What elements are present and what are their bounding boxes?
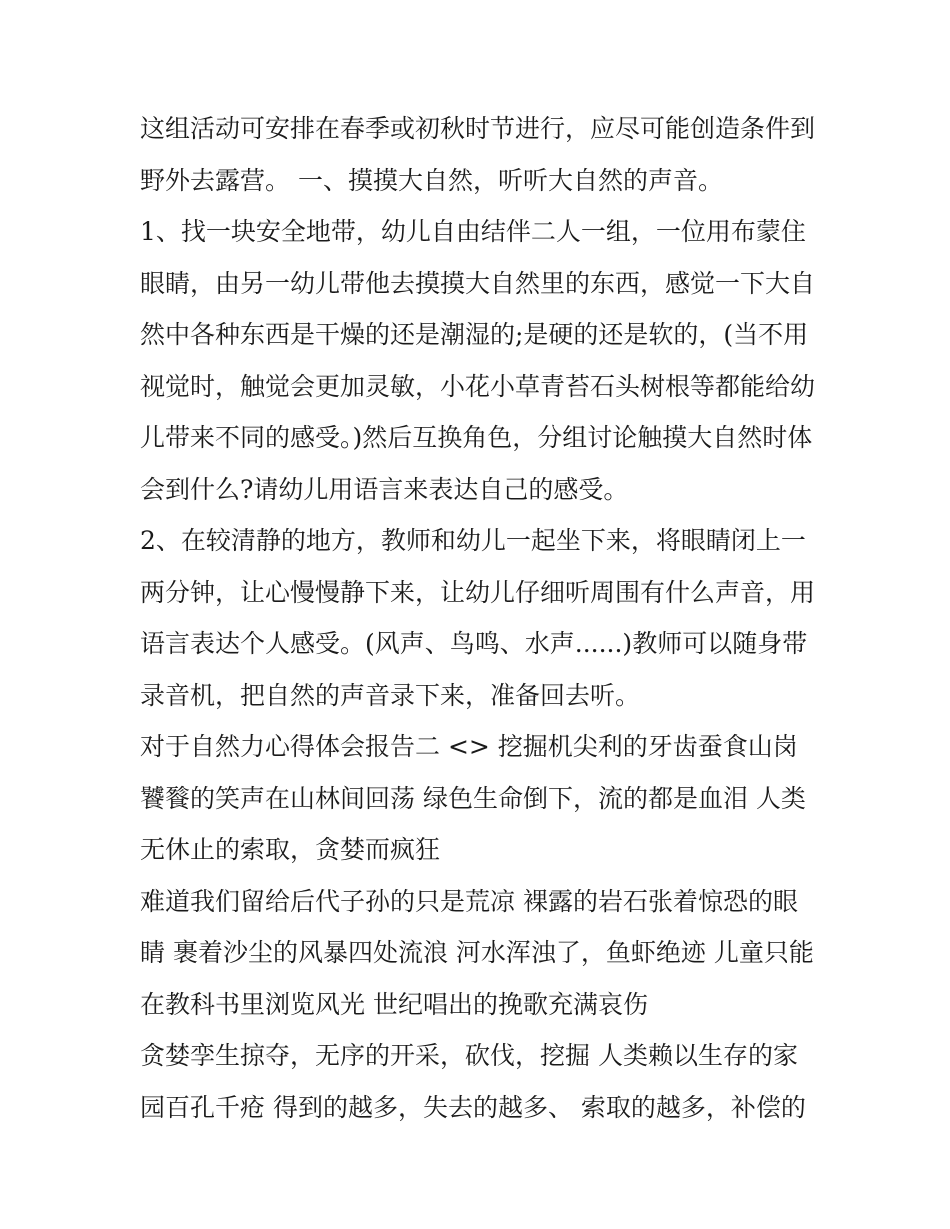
document-body (140, 103, 820, 1133)
paragraph-poem-stanza-2: 难道我们留给后代子孙的只是荒凉 裸露的岩石张着惊恐的眼睛 裹着沙尘的风暴四处流浪 河水浑浊了，鱼虾绝迹 儿童只能在教科书里浏览风光 世纪唱出的挽歌充满哀伤 (140, 886, 814, 1019)
paragraph-poem-stanza-3: 贪婪孪生掠夺，无序的开采，砍伐，挖掘 人类赖以生存的家园百孔千疮 得到的越多，失去的越多、 索取的越多，补偿的 (140, 1041, 806, 1122)
paragraph-intro: 这组活动可安排在春季或初秋时节进行，应尽可能创造条件到野外去露营。 一、摸摸大自然，听听大自然的声音。 (140, 114, 816, 195)
paragraph-step-2: 2、在较清静的地方，教师和幼儿一起坐下来，将眼睛闭上一两分钟，让心慢慢静下来，让幼儿仔细听周围有什么声音，用语言表达个人感受。(风声、鸟鸣、水声......)教师可以随身带录音机，把自然的声音录下来，准备回去听。 (140, 526, 816, 710)
paragraph-step-1: 1、找一块安全地带，幼儿自由结伴二人一组，一位用布蒙住眼睛，由另一幼儿带他去摸摸大自然里的东西，感觉一下大自然中各种东西是干燥的还是潮湿的;是硬的还是软的，(当不用视觉时，触觉会更加灵敏，小花小草青苔石头树根等都能给幼儿带来不同的感受。)然后互换角色，分组讨论触摸大自然时体会到什么?请幼儿用语言来表达自己的感受。 (140, 217, 816, 504)
paragraph-report-two: 对于自然力心得体会报告二 <> 挖掘机尖利的牙齿蚕食山岗 饕餮的笑声在山林间回荡 绿色生命倒下，流的都是血泪 人类无休止的索取，贪婪而疯狂 (140, 732, 806, 864)
